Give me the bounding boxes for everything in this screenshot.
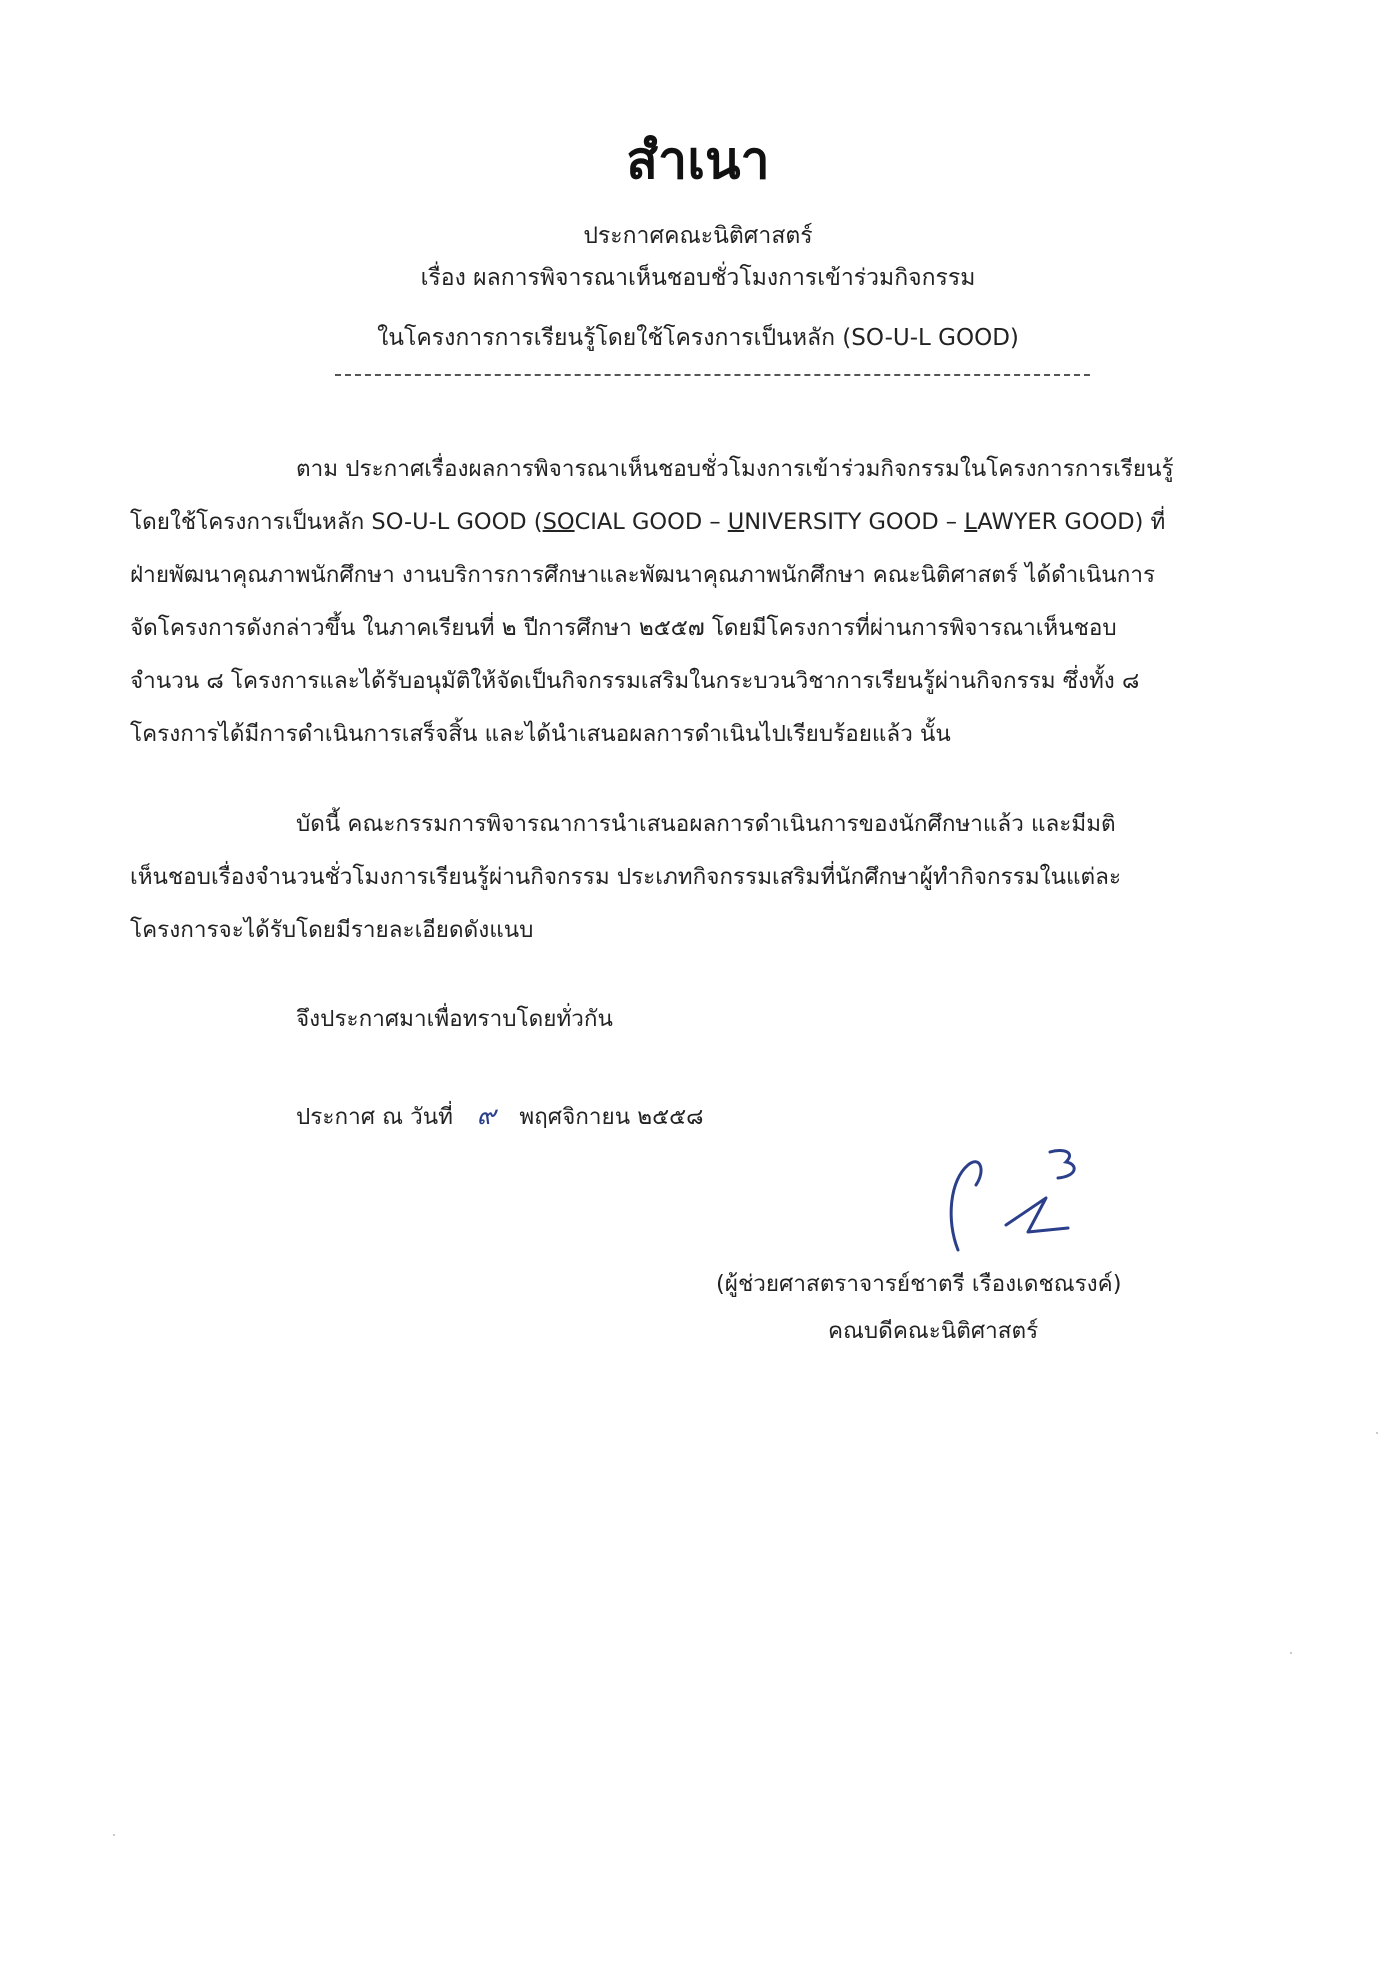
paragraph1-line2-suffix: AWYER GOOD) ที่ bbox=[977, 509, 1166, 535]
paragraph1-line5: จำนวน ๘ โครงการและได้รับอนุมัติให้จัดเป็นกิจกรรมเสริมในกระบวนวิชาการเรียนรู้ผ่านกิจกรรม ซึ่งทั้ง ๘ bbox=[130, 668, 1140, 694]
signatory-name: (ผู้ช่วยศาสตราจารย์ชาตรี เรืองเดชณรงค์) bbox=[716, 1271, 1122, 1297]
announcement-subject: เรื่อง ผลการพิจารณาเห็นชอบชั่วโมงการเข้าร่วมกิจกรรม bbox=[420, 265, 976, 291]
announcement-subject-continued: ในโครงการการเรียนรู้โดยใช้โครงการเป็นหลัก (SO-U-L GOOD) bbox=[377, 325, 1019, 351]
handwritten-signature bbox=[928, 1140, 1108, 1255]
date-prefix: ประกาศ ณ วันที่ bbox=[296, 1104, 454, 1130]
date-month-year: พฤศจิกายน ๒๕๕๘ bbox=[519, 1104, 704, 1130]
paragraph1-line4: จัดโครงการดังกล่าวขึ้น ในภาคเรียนที่ ๒ ปีการศึกษา ๒๕๕๗ โดยมีโครงการที่ผ่านการพิจารณาเห็นชอบ bbox=[130, 615, 1117, 641]
signature-stroke-first bbox=[951, 1162, 981, 1250]
announcement-date bbox=[296, 1095, 704, 1136]
signatory-title: คณบดีคณะนิติศาสตร์ bbox=[828, 1318, 1039, 1344]
underlined-l: L bbox=[964, 509, 978, 535]
paragraph1-line3: ฝ่ายพัฒนาคุณภาพนักศึกษา งานบริการการศึกษาและพัฒนาคุณภาพนักศึกษา คณะนิติศาสตร์ ได้ดำเนินการ bbox=[130, 562, 1156, 588]
scan-speck bbox=[1290, 1652, 1292, 1654]
paragraph2-line1: บัดนี้ คณะกรรมการพิจารณาการนำเสนอผลการดำเนินการของนักศึกษาแล้ว และมีมติ bbox=[296, 811, 1116, 837]
underlined-u: U bbox=[727, 509, 745, 535]
signature-stroke-flourish bbox=[1050, 1150, 1074, 1178]
paragraph1-line2-mid1: CIAL GOOD – bbox=[574, 509, 728, 535]
underlined-so: SO bbox=[542, 509, 575, 535]
scan-speck bbox=[113, 1834, 115, 1836]
paragraph1-line2-prefix: โดยใช้โครงการเป็นหลัก SO-U-L GOOD ( bbox=[130, 509, 543, 535]
paragraph1-line6: โครงการได้มีการดำเนินการเสร็จสิ้น และได้นำเสนอผลการดำเนินไปเรียบร้อยแล้ว นั้น bbox=[130, 721, 951, 747]
paragraph2-line2: เห็นชอบเรื่องจำนวนชั่วโมงการเรียนรู้ผ่านกิจกรรม ประเภทกิจกรรมเสริมที่นักศึกษาผู้ทำกิจกรรมในแต่ละ bbox=[130, 864, 1122, 890]
closing-statement: จึงประกาศมาเพื่อทราบโดยทั่วกัน bbox=[296, 1006, 613, 1032]
copy-stamp-title: สำเนา bbox=[626, 131, 770, 191]
paragraph1-line2 bbox=[130, 503, 1165, 539]
announcement-issuer: ประกาศคณะนิติศาสตร์ bbox=[583, 223, 813, 249]
scan-speck bbox=[1376, 1432, 1378, 1434]
paragraph1-line2-mid2: NIVERSITY GOOD – bbox=[744, 509, 965, 535]
paragraph1-line1: ตาม ประกาศเรื่องผลการพิจารณาเห็นชอบชั่วโมงการเข้าร่วมกิจกรรมในโครงการการเรียนรู้ bbox=[296, 456, 1174, 482]
paragraph2-line3: โครงการจะได้รับโดยมีรายละเอียดดังแนบ bbox=[130, 917, 534, 943]
header-divider bbox=[335, 374, 1090, 376]
signature-stroke-second bbox=[1006, 1198, 1068, 1232]
date-day-handwritten: ๙ bbox=[476, 1101, 496, 1131]
